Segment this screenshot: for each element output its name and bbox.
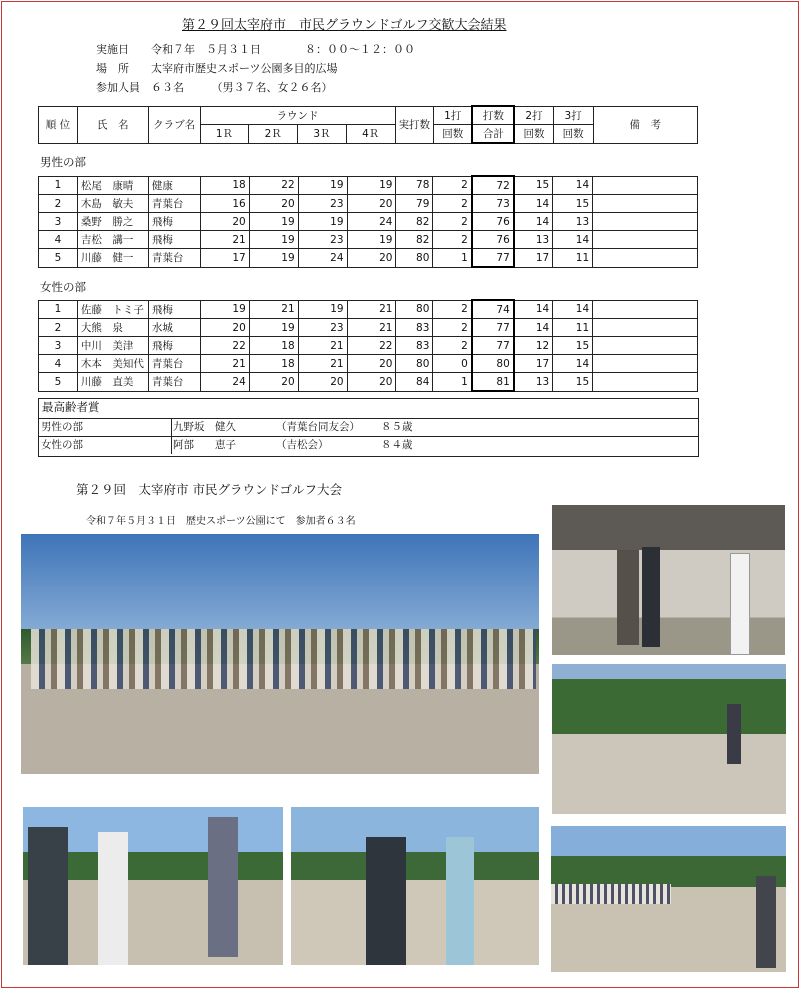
cell-remarks: [593, 337, 698, 355]
info-venue: 場 所 太宰府市歴史スポーツ公園多目的広場: [96, 62, 338, 75]
cell-two-stroke-count: 15: [514, 176, 553, 195]
cell-two-stroke-count: 14: [514, 213, 553, 231]
cell-total-score: 76: [472, 231, 514, 249]
award-women-row: [39, 436, 698, 454]
play-photo-1: [552, 664, 786, 814]
cell-round-4: 21: [347, 319, 396, 337]
cell-rank: 5: [39, 373, 78, 392]
cell-remarks: [593, 300, 698, 319]
cell-total-score: 73: [472, 195, 514, 213]
cell-hole-in-one-count: 2: [433, 231, 472, 249]
cell-remarks: [593, 176, 698, 195]
cell-name: 吉松 講一: [77, 231, 148, 249]
award-heading: 最高齢者賞: [42, 400, 100, 414]
header-total-b: 合計: [472, 125, 514, 144]
cell-round-4: 20: [347, 249, 396, 268]
award-women-club: （吉松会）: [276, 439, 329, 451]
table-row: [39, 373, 698, 392]
cell-total-score: 74: [472, 300, 514, 319]
cell-remarks: [593, 249, 698, 268]
header-three-a: 3打: [553, 106, 593, 125]
cell-round-1: 19: [200, 300, 249, 319]
award-photo-2: [291, 807, 539, 965]
cell-round-4: 20: [347, 355, 396, 373]
men-results-table: [38, 175, 698, 268]
cell-remarks: [593, 195, 698, 213]
cell-round-3: 19: [298, 213, 347, 231]
header-round: ラウンド: [200, 106, 395, 125]
cell-round-4: 21: [347, 300, 396, 319]
cell-round-4: 19: [347, 231, 396, 249]
cell-round-1: 20: [200, 213, 249, 231]
cell-three-stroke-count: 14: [553, 300, 593, 319]
cell-remarks: [593, 373, 698, 392]
cell-remarks: [593, 231, 698, 249]
cell-round-1: 16: [200, 195, 249, 213]
results-header-table: [38, 105, 698, 144]
cell-two-stroke-count: 12: [514, 337, 553, 355]
table-row: [39, 249, 698, 268]
cell-club: 飛梅: [148, 337, 200, 355]
award-women-age: ８４歳: [381, 439, 413, 451]
cell-club: 青葉台: [148, 249, 200, 268]
header-r3: 3Ｒ: [298, 125, 347, 144]
cell-hole-in-one-count: 2: [433, 300, 472, 319]
document-title: 第２９回太宰府市 市民グラウンドゴルフ交歓大会結果: [182, 18, 507, 33]
cell-hole-in-one-count: 1: [433, 373, 472, 392]
cell-total-score: 77: [472, 249, 514, 268]
cell-round-3: 19: [298, 176, 347, 195]
cell-round-3: 24: [298, 249, 347, 268]
cell-hole-in-one-count: 2: [433, 176, 472, 195]
cell-name: 川藤 健一: [77, 249, 148, 268]
cell-two-stroke-count: 17: [514, 355, 553, 373]
cell-total-score: 81: [472, 373, 514, 392]
cell-rank: 1: [39, 300, 78, 319]
header-r1: 1Ｒ: [200, 125, 249, 144]
cell-round-2: 20: [249, 195, 298, 213]
cell-club: 飛梅: [148, 231, 200, 249]
cell-actual-strokes: 80: [396, 355, 433, 373]
cell-rank: 4: [39, 231, 78, 249]
cell-round-3: 23: [298, 195, 347, 213]
award-men-label: 男性の部: [41, 421, 83, 433]
cell-actual-strokes: 83: [396, 337, 433, 355]
cell-name: 中川 美津: [77, 337, 148, 355]
cell-round-3: 23: [298, 319, 347, 337]
header-three-b: 回数: [553, 125, 593, 144]
table-row: [39, 176, 698, 195]
table-row: [39, 231, 698, 249]
cell-total-score: 77: [472, 319, 514, 337]
cell-rank: 2: [39, 195, 78, 213]
cell-club: 青葉台: [148, 195, 200, 213]
cell-hole-in-one-count: 1: [433, 249, 472, 268]
award-men-club: （青葉台同友会）: [276, 421, 360, 433]
cell-total-score: 80: [472, 355, 514, 373]
award-women-label: 女性の部: [41, 439, 83, 451]
cell-two-stroke-count: 17: [514, 249, 553, 268]
men-section-label: 男性の部: [40, 155, 86, 169]
info-participants: 参加人員 ６３名 （男３７名、女２６名）: [96, 81, 333, 94]
cell-round-1: 24: [200, 373, 249, 392]
cell-name: 松尾 康晴: [77, 176, 148, 195]
info-date: 実施日 令和７年 ５月３１日 ８：００〜１２：００: [96, 43, 415, 56]
cell-three-stroke-count: 13: [553, 213, 593, 231]
cell-round-1: 18: [200, 176, 249, 195]
header-r2: 2Ｒ: [249, 125, 298, 144]
cell-two-stroke-count: 13: [514, 231, 553, 249]
header-actual: 実打数: [395, 106, 434, 143]
cell-hole-in-one-count: 2: [433, 195, 472, 213]
award-photo-1: [23, 807, 283, 965]
cell-two-stroke-count: 14: [514, 319, 553, 337]
cell-round-1: 21: [200, 355, 249, 373]
cell-round-2: 19: [249, 249, 298, 268]
cell-two-stroke-count: 13: [514, 373, 553, 392]
award-women-name: 阿部 恵子: [173, 439, 236, 451]
cell-hole-in-one-count: 2: [433, 319, 472, 337]
cell-round-2: 21: [249, 300, 298, 319]
cell-rank: 5: [39, 249, 78, 268]
cell-round-3: 20: [298, 373, 347, 392]
cell-name: 木島 敏夫: [77, 195, 148, 213]
cell-round-2: 20: [249, 373, 298, 392]
cell-round-2: 19: [249, 319, 298, 337]
cell-club: 青葉台: [148, 355, 200, 373]
cell-remarks: [593, 213, 698, 231]
cell-name: 大熊 泉: [77, 319, 148, 337]
cell-round-4: 20: [347, 195, 396, 213]
cell-three-stroke-count: 15: [553, 195, 593, 213]
oldest-award-box: [38, 398, 699, 457]
cell-round-1: 17: [200, 249, 249, 268]
table-row: [39, 319, 698, 337]
cell-actual-strokes: 79: [396, 195, 433, 213]
cell-actual-strokes: 82: [396, 213, 433, 231]
header-two-a: 2打: [514, 106, 553, 125]
header-one-b: 回数: [434, 125, 473, 144]
cell-club: 飛梅: [148, 213, 200, 231]
header-rank: 順 位: [39, 106, 78, 143]
cell-name: 木本 美知代: [77, 355, 148, 373]
cell-hole-in-one-count: 0: [433, 355, 472, 373]
table-row: [39, 355, 698, 373]
header-club: クラブ名: [148, 106, 200, 143]
cell-round-1: 21: [200, 231, 249, 249]
header-one-a: 1打: [434, 106, 473, 125]
table-row: [39, 300, 698, 319]
cell-hole-in-one-count: 2: [433, 213, 472, 231]
cell-round-4: 19: [347, 176, 396, 195]
cell-actual-strokes: 82: [396, 231, 433, 249]
cell-actual-strokes: 80: [396, 249, 433, 268]
cell-round-3: 23: [298, 231, 347, 249]
cell-round-4: 22: [347, 337, 396, 355]
award-men-age: ８５歳: [381, 421, 413, 433]
cell-hole-in-one-count: 2: [433, 337, 472, 355]
cell-three-stroke-count: 11: [553, 319, 593, 337]
cell-round-4: 20: [347, 373, 396, 392]
cell-round-2: 19: [249, 213, 298, 231]
cell-rank: 3: [39, 337, 78, 355]
table-row: [39, 213, 698, 231]
award-men-name: 九野坂 健久: [173, 421, 236, 433]
award-divider: [171, 419, 172, 436]
cell-rank: 4: [39, 355, 78, 373]
cell-remarks: [593, 319, 698, 337]
cell-three-stroke-count: 14: [553, 231, 593, 249]
photo-caption-sub: 令和７年５月３１日 歴史スポーツ公園にて 参加者６３名: [86, 516, 356, 527]
women-results-table: [38, 299, 698, 392]
cell-two-stroke-count: 14: [514, 195, 553, 213]
header-r4: 4Ｒ: [346, 125, 395, 144]
cell-two-stroke-count: 14: [514, 300, 553, 319]
cell-round-3: 21: [298, 355, 347, 373]
cell-round-2: 22: [249, 176, 298, 195]
cell-club: 水城: [148, 319, 200, 337]
cell-three-stroke-count: 11: [553, 249, 593, 268]
photo-caption-title: 第２９回 太宰府市 市民グラウンドゴルフ大会: [76, 482, 342, 497]
cell-three-stroke-count: 14: [553, 176, 593, 195]
cell-rank: 1: [39, 176, 78, 195]
cell-rank: 3: [39, 213, 78, 231]
cell-total-score: 77: [472, 337, 514, 355]
play-photo-2: [551, 826, 786, 972]
header-name: 氏 名: [77, 106, 148, 143]
group-photo: [21, 534, 539, 774]
cell-three-stroke-count: 14: [553, 355, 593, 373]
cell-club: 飛梅: [148, 300, 200, 319]
cell-round-3: 19: [298, 300, 347, 319]
cell-round-1: 22: [200, 337, 249, 355]
ceremony-photo: [552, 505, 785, 655]
table-row: [39, 195, 698, 213]
cell-round-1: 20: [200, 319, 249, 337]
cell-club: 青葉台: [148, 373, 200, 392]
header-two-b: 回数: [514, 125, 553, 144]
cell-actual-strokes: 80: [396, 300, 433, 319]
cell-total-score: 76: [472, 213, 514, 231]
cell-round-4: 24: [347, 213, 396, 231]
cell-total-score: 72: [472, 176, 514, 195]
cell-round-2: 18: [249, 337, 298, 355]
cell-club: 健康: [148, 176, 200, 195]
cell-actual-strokes: 84: [396, 373, 433, 392]
cell-round-2: 19: [249, 231, 298, 249]
cell-actual-strokes: 78: [396, 176, 433, 195]
award-divider: [171, 437, 172, 454]
women-section-label: 女性の部: [40, 280, 86, 294]
award-men-row: [39, 418, 698, 436]
cell-name: 川藤 直美: [77, 373, 148, 392]
cell-name: 桑野 勝之: [77, 213, 148, 231]
cell-actual-strokes: 83: [396, 319, 433, 337]
header-remarks: 備 考: [593, 106, 697, 143]
cell-remarks: [593, 355, 698, 373]
cell-three-stroke-count: 15: [553, 337, 593, 355]
cell-round-3: 21: [298, 337, 347, 355]
cell-three-stroke-count: 15: [553, 373, 593, 392]
cell-round-2: 18: [249, 355, 298, 373]
header-total-a: 打数: [472, 106, 514, 125]
table-row: [39, 337, 698, 355]
cell-name: 佐藤 トミ子: [77, 300, 148, 319]
cell-rank: 2: [39, 319, 78, 337]
